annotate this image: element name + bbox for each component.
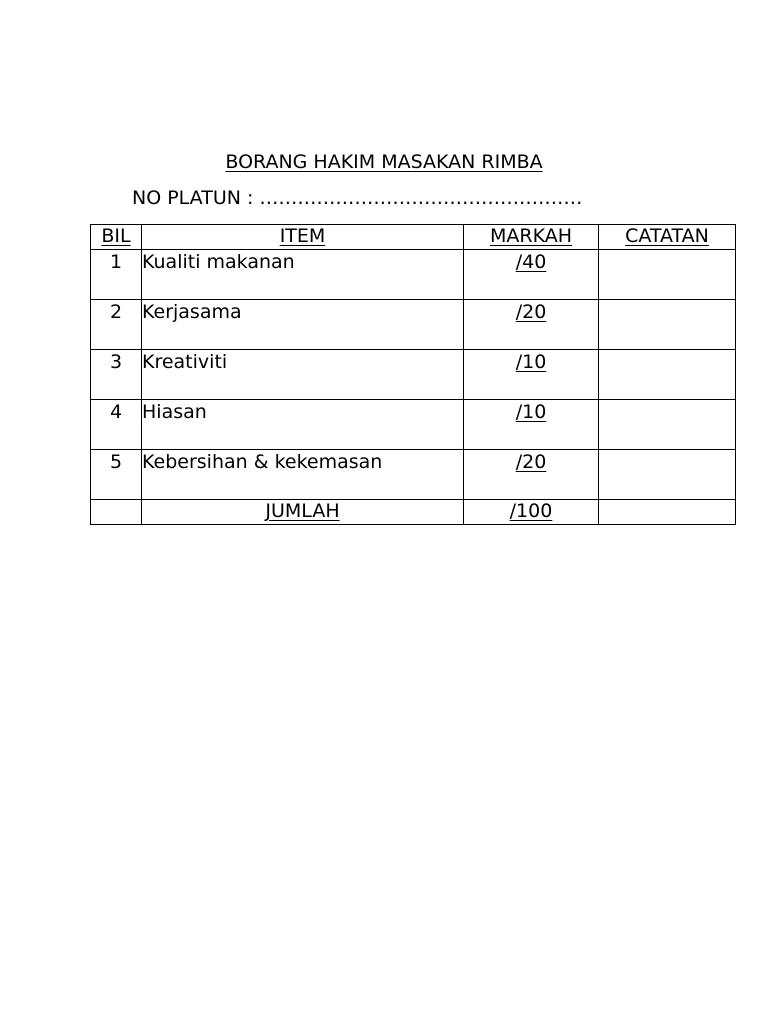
row-markah-value: /10 [515,401,547,423]
row-markah [464,450,599,500]
total-markah-cell [464,500,599,525]
row-item: Kualiti makanan [142,250,464,300]
table-row [91,400,736,450]
header-item [142,225,464,250]
table-row [91,250,736,300]
row-catatan-cell [599,450,736,500]
row-markah [464,300,599,350]
row-markah [464,350,599,400]
header-markah-label: MARKAH [489,225,572,247]
table-header-row [91,225,736,250]
row-markah-value: /20 [515,451,547,473]
row-markah-value: /20 [515,301,547,323]
row-item: Kerjasama [142,300,464,350]
total-label: JUMLAH [265,500,340,522]
row-catatan-cell [599,250,736,300]
total-catatan-cell [599,500,736,525]
score-table [90,224,736,525]
row-catatan-cell [599,300,736,350]
table-row [91,450,736,500]
row-markah-value: /40 [515,251,547,273]
header-catatan-label: CATATAN [625,225,709,247]
row-catatan-cell [599,400,736,450]
header-bil [91,225,142,250]
row-bil: 2 [91,300,142,350]
row-item: Kebersihan & kekemasan [142,450,464,500]
row-item: Hiasan [142,400,464,450]
total-bil-cell [91,500,142,525]
table-row [91,300,736,350]
platun-line [132,186,582,210]
total-row [91,500,736,525]
total-markah-value: /100 [509,500,553,522]
row-markah [464,250,599,300]
header-item-label: ITEM [279,225,326,247]
row-bil: 3 [91,350,142,400]
row-bil: 1 [91,250,142,300]
platun-label: NO PLATUN : [132,187,260,209]
row-item: Kreativiti [142,350,464,400]
total-label-cell [142,500,464,525]
header-markah [464,225,599,250]
header-bil-label: BIL [101,225,131,247]
table-row [91,350,736,400]
row-bil: 5 [91,450,142,500]
row-markah [464,400,599,450]
row-catatan-cell [599,350,736,400]
row-markah-value: /10 [515,351,547,373]
form-title: BORANG HAKIM MASAKAN RIMBA [225,151,543,173]
platun-blank-field: …………………………………………… [259,187,583,209]
header-catatan [599,225,736,250]
row-bil: 4 [91,400,142,450]
